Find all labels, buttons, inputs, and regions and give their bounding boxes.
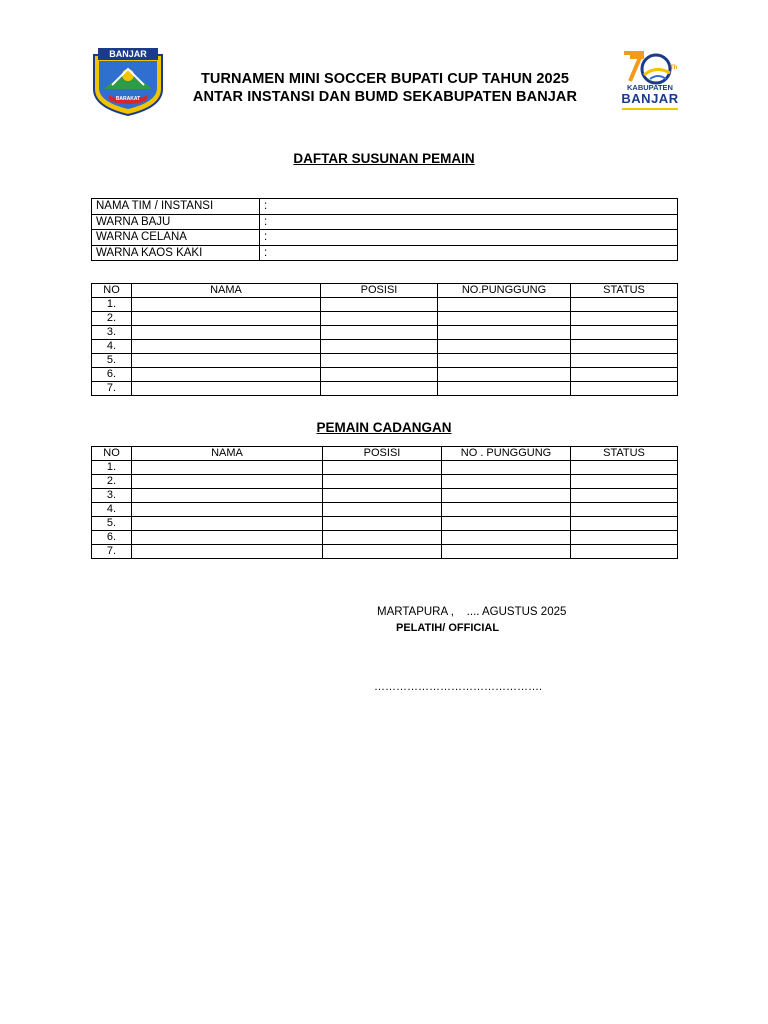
table-row	[92, 503, 678, 517]
cell-posisi[interactable]	[323, 461, 442, 475]
cell-status[interactable]	[571, 531, 678, 545]
cell-punggung[interactable]	[438, 368, 571, 382]
cell-status[interactable]	[571, 489, 678, 503]
row-number: 1.	[92, 461, 132, 475]
table-row	[92, 531, 678, 545]
column-header-posisi: POSISI	[323, 447, 442, 461]
anniversary-line2: BANJAR	[621, 91, 679, 106]
cell-posisi[interactable]	[323, 531, 442, 545]
table-header-row	[92, 284, 678, 298]
cell-punggung[interactable]	[442, 503, 571, 517]
cell-nama[interactable]	[132, 475, 323, 489]
cell-status[interactable]	[571, 312, 678, 326]
signature-role: PELATIH/ OFFICIAL	[396, 622, 500, 634]
cell-nama[interactable]	[132, 368, 321, 382]
main-player-table	[91, 283, 678, 396]
signature-line[interactable]: ……………………………………….	[374, 681, 543, 693]
cell-posisi[interactable]	[321, 382, 438, 396]
header-title-line-1: TURNAMEN MINI SOCCER BUPATI CUP TAHUN 2025	[200, 71, 570, 87]
cell-status[interactable]	[571, 340, 678, 354]
team-info-table	[91, 198, 678, 261]
column-header-no: NO	[92, 284, 132, 298]
anniversary-slogan-bar	[622, 108, 678, 110]
cell-status[interactable]	[571, 326, 678, 340]
cell-posisi[interactable]	[323, 489, 442, 503]
row-number: 5.	[92, 517, 132, 531]
team-info-row	[92, 214, 678, 230]
row-number: 1.	[92, 298, 132, 312]
column-header-nama: NAMA	[132, 447, 323, 461]
cell-nama[interactable]	[132, 340, 321, 354]
cell-status[interactable]	[571, 503, 678, 517]
team-info-row	[92, 230, 678, 246]
team-info-value[interactable]: :	[260, 230, 678, 246]
row-number: 4.	[92, 340, 132, 354]
row-number: 4.	[92, 503, 132, 517]
row-number: 6.	[92, 368, 132, 382]
cell-status[interactable]	[571, 461, 678, 475]
team-info-row	[92, 199, 678, 215]
column-header-status: STATUS	[571, 284, 678, 298]
table-row	[92, 461, 678, 475]
cell-nama[interactable]	[132, 382, 321, 396]
cell-nama[interactable]	[132, 531, 323, 545]
team-info-value[interactable]: :	[260, 199, 678, 215]
row-number: 7.	[92, 545, 132, 559]
table-row	[92, 517, 678, 531]
column-header-status: STATUS	[571, 447, 678, 461]
cell-punggung[interactable]	[442, 475, 571, 489]
cell-punggung[interactable]	[438, 326, 571, 340]
cell-punggung[interactable]	[442, 517, 571, 531]
banjar-emblem-logo	[90, 45, 166, 117]
anniversary-suffix: Th	[670, 65, 678, 71]
column-header-posisi: POSISI	[321, 284, 438, 298]
cell-status[interactable]	[571, 382, 678, 396]
cell-nama[interactable]	[132, 517, 323, 531]
table-row	[92, 545, 678, 559]
table-row	[92, 489, 678, 503]
row-number: 3.	[92, 326, 132, 340]
column-header-punggung: NO . PUNGGUNG	[442, 447, 571, 461]
reserve-player-table	[91, 446, 678, 559]
row-number: 2.	[92, 312, 132, 326]
cell-status[interactable]	[571, 475, 678, 489]
section-title-susunan: DAFTAR SUSUNAN PEMAIN	[293, 151, 475, 166]
column-header-nama: NAMA	[132, 284, 321, 298]
cell-nama[interactable]	[132, 545, 323, 559]
table-row	[92, 368, 678, 382]
cell-status[interactable]	[571, 298, 678, 312]
banjar-ribbon-text: BARAKAT	[115, 96, 141, 102]
cell-posisi[interactable]	[323, 503, 442, 517]
table-row	[92, 326, 678, 340]
cell-punggung[interactable]	[442, 461, 571, 475]
cell-nama[interactable]	[132, 461, 323, 475]
row-number: 6.	[92, 531, 132, 545]
cell-punggung[interactable]	[442, 531, 571, 545]
team-info-label: WARNA BAJU	[92, 214, 260, 230]
header-title-line-2: ANTAR INSTANSI DAN BUMD SEKABUPATEN BANJAR	[192, 89, 578, 105]
anniversary-75-logo	[612, 45, 718, 120]
anniversary-line1: KABUPATEN	[627, 83, 673, 92]
cell-status[interactable]	[571, 545, 678, 559]
column-header-punggung: NO.PUNGGUNG	[438, 284, 571, 298]
cell-status[interactable]	[571, 368, 678, 382]
banjar-banner-text: BANJAR	[109, 49, 147, 59]
row-number: 2.	[92, 475, 132, 489]
team-info-value[interactable]: :	[260, 214, 678, 230]
cell-punggung[interactable]	[438, 354, 571, 368]
cell-posisi[interactable]	[321, 340, 438, 354]
team-info-label: WARNA KAOS KAKI	[92, 245, 260, 261]
cell-status[interactable]	[571, 517, 678, 531]
cell-nama[interactable]	[132, 503, 323, 517]
table-row	[92, 382, 678, 396]
cell-posisi[interactable]	[321, 326, 438, 340]
cell-punggung[interactable]	[438, 298, 571, 312]
table-row	[92, 340, 678, 354]
section-title-cadangan: PEMAIN CADANGAN	[316, 420, 452, 435]
team-info-label: WARNA CELANA	[92, 230, 260, 246]
table-row	[92, 312, 678, 326]
cell-posisi[interactable]	[323, 545, 442, 559]
cell-punggung[interactable]	[438, 312, 571, 326]
team-info-row	[92, 245, 678, 261]
row-number: 3.	[92, 489, 132, 503]
cell-posisi[interactable]	[323, 517, 442, 531]
column-header-no: NO	[92, 447, 132, 461]
cell-punggung[interactable]	[442, 545, 571, 559]
team-info-value[interactable]: :	[260, 245, 678, 261]
cell-nama[interactable]	[132, 312, 321, 326]
cell-posisi[interactable]	[323, 475, 442, 489]
cell-nama[interactable]	[132, 326, 321, 340]
table-header-row	[92, 447, 678, 461]
signature-place-date: MARTAPURA , .... AGUSTUS 2025	[377, 606, 567, 618]
cell-nama[interactable]	[132, 354, 321, 368]
cell-nama[interactable]	[132, 298, 321, 312]
cell-posisi[interactable]	[321, 368, 438, 382]
table-row	[92, 298, 678, 312]
table-row	[92, 475, 678, 489]
cell-posisi[interactable]	[321, 312, 438, 326]
team-info-label: NAMA TIM / INSTANSI	[92, 199, 260, 215]
row-number: 5.	[92, 354, 132, 368]
row-number: 7.	[92, 382, 132, 396]
cell-posisi[interactable]	[321, 354, 438, 368]
table-row	[92, 354, 678, 368]
cell-punggung[interactable]	[438, 340, 571, 354]
cell-nama[interactable]	[132, 489, 323, 503]
cell-posisi[interactable]	[321, 298, 438, 312]
cell-status[interactable]	[571, 354, 678, 368]
cell-punggung[interactable]	[442, 489, 571, 503]
cell-punggung[interactable]	[438, 382, 571, 396]
